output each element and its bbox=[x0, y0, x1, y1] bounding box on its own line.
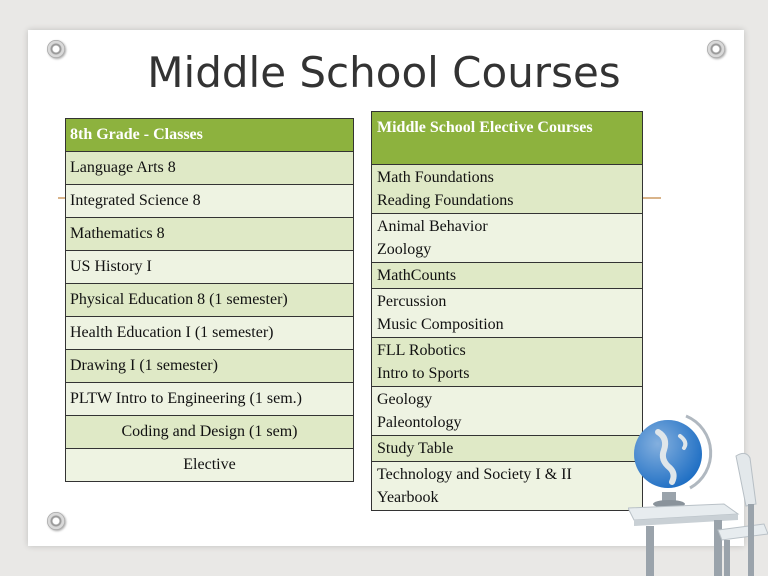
eighth-grade-classes-table bbox=[65, 118, 354, 482]
elective-courses-table bbox=[371, 111, 643, 511]
course-name: Percussion bbox=[377, 293, 447, 310]
course-name: Zoology bbox=[377, 241, 432, 258]
table-row: Physical Education 8 (1 semester) bbox=[66, 284, 354, 317]
table-row: US History I bbox=[66, 251, 354, 284]
table-row: Mathematics 8 bbox=[66, 218, 354, 251]
course-name: Technology and Society I & II bbox=[377, 466, 572, 483]
globe-on-school-desk-icon bbox=[628, 396, 768, 576]
table-row: Health Education I (1 semester) bbox=[66, 317, 354, 350]
course-name: Yearbook bbox=[377, 489, 439, 506]
course-name: Music Composition bbox=[377, 316, 504, 333]
table-row bbox=[372, 462, 643, 511]
course-name: Intro to Sports bbox=[377, 365, 470, 382]
course-name: Animal Behavior bbox=[377, 218, 488, 235]
course-name: Reading Foundations bbox=[377, 192, 514, 209]
course-name: Math Foundations bbox=[377, 169, 494, 186]
table-row bbox=[372, 387, 643, 436]
pin-icon bbox=[47, 512, 65, 530]
table-row: PLTW Intro to Engineering (1 sem.) bbox=[66, 383, 354, 416]
course-name: Geology bbox=[377, 391, 433, 408]
table-row: Language Arts 8 bbox=[66, 152, 354, 185]
page-title: Middle School Courses bbox=[147, 48, 621, 97]
table-row bbox=[372, 263, 643, 289]
course-name: FLL Robotics bbox=[377, 342, 466, 359]
table-row: Elective bbox=[66, 449, 354, 482]
table-row bbox=[372, 165, 643, 214]
course-name: Paleontology bbox=[377, 414, 462, 431]
table-row bbox=[372, 436, 643, 462]
divider-line bbox=[643, 197, 661, 199]
table-header: 8th Grade - Classes bbox=[66, 119, 354, 152]
table-row: Integrated Science 8 bbox=[66, 185, 354, 218]
table-header: Middle School Elective Courses bbox=[372, 112, 643, 165]
course-name: MathCounts bbox=[377, 267, 457, 284]
table-row: Drawing I (1 semester) bbox=[66, 350, 354, 383]
table-row bbox=[372, 289, 643, 338]
table-row bbox=[372, 338, 643, 387]
table-row: Coding and Design (1 sem) bbox=[66, 416, 354, 449]
table-row bbox=[372, 214, 643, 263]
course-name: Study Table bbox=[377, 440, 454, 457]
